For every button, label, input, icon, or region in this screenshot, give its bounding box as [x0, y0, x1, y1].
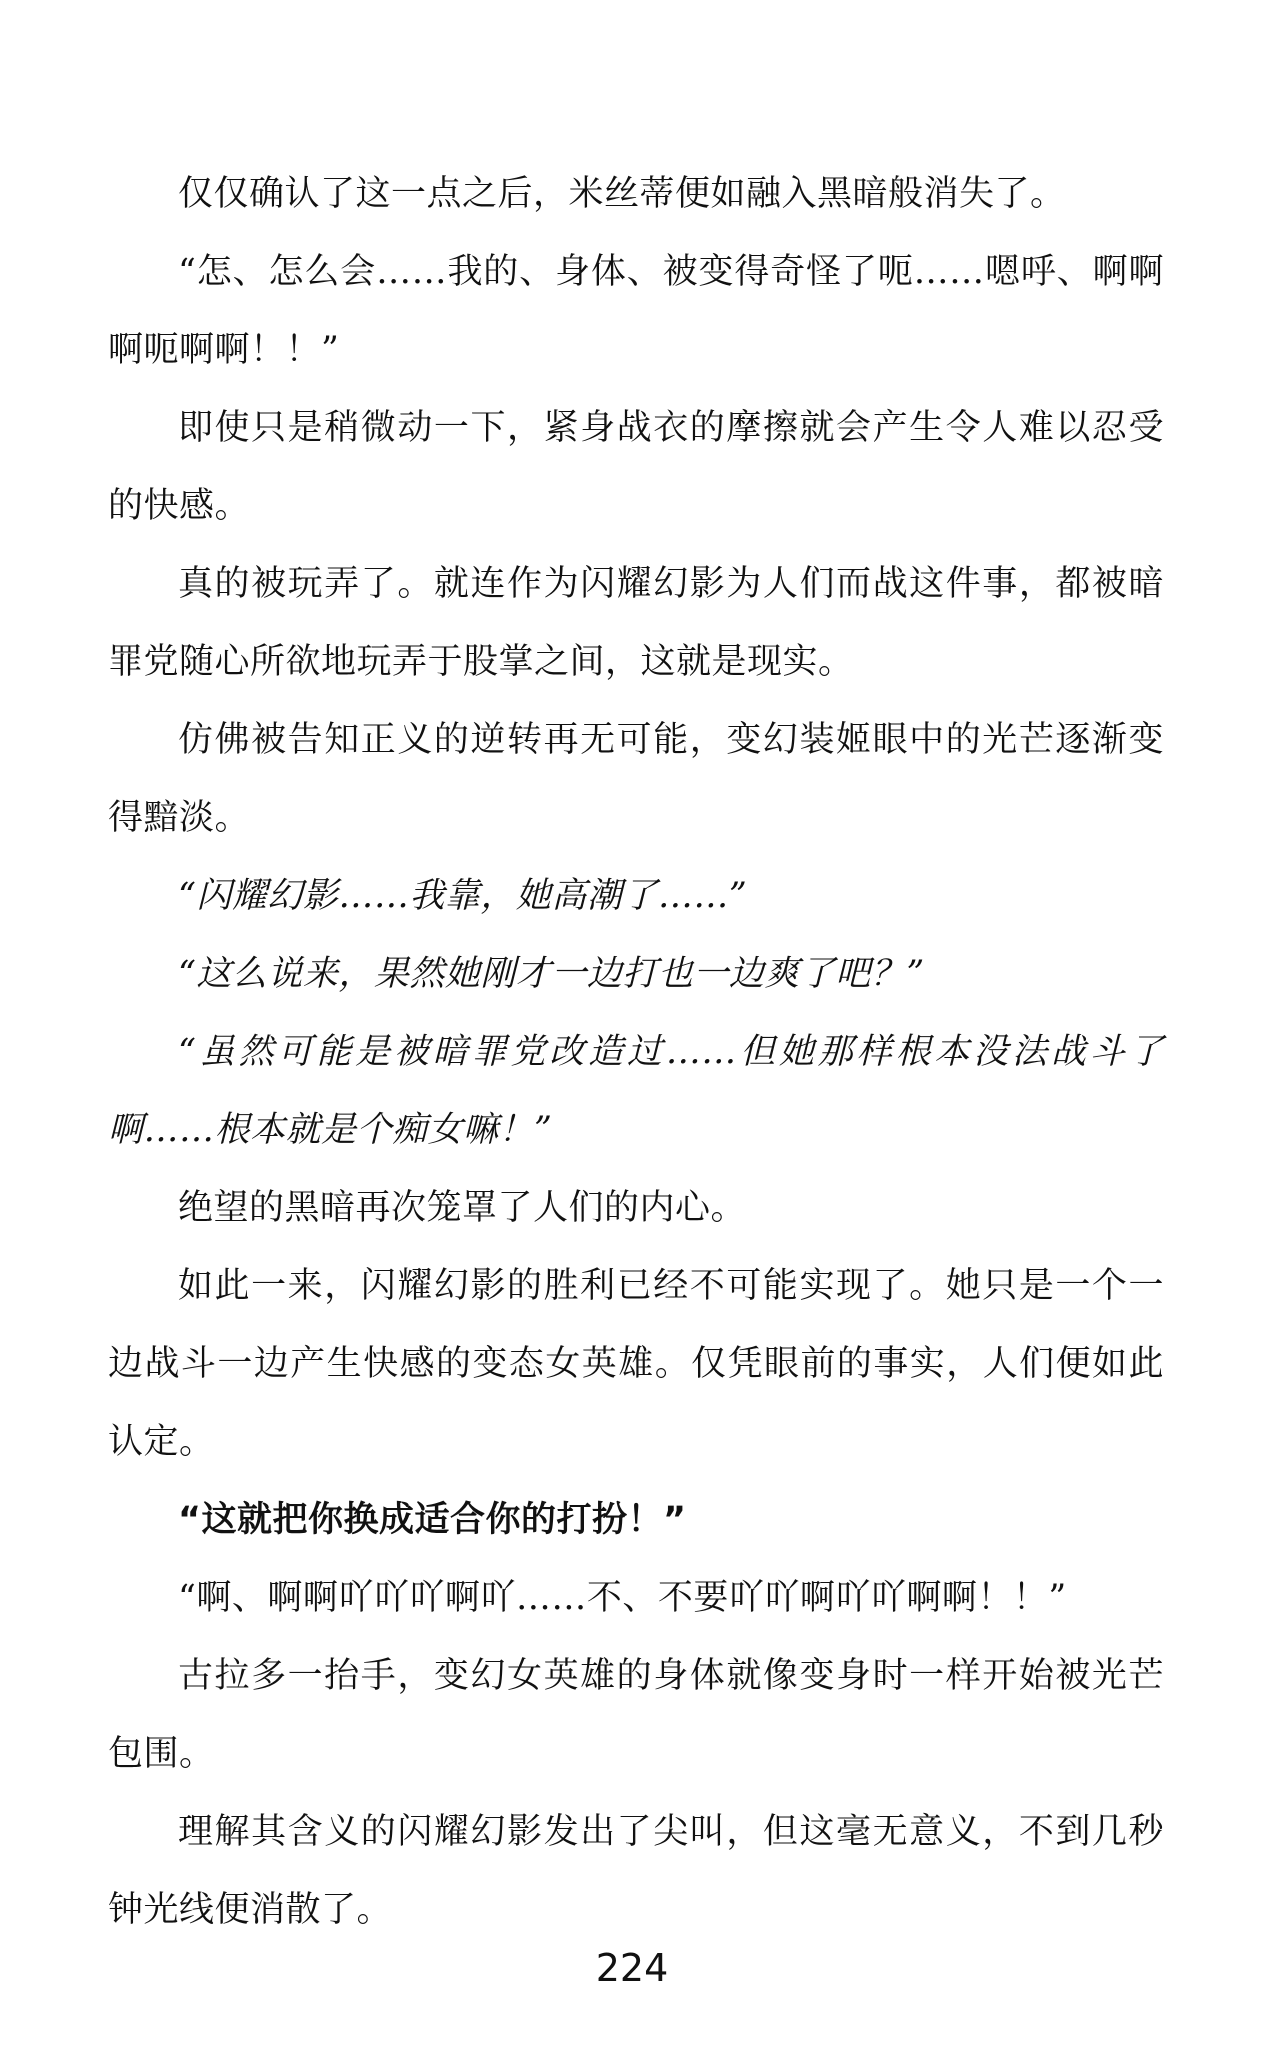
paragraph-narration: 仅仅确认了这一点之后，米丝蒂便如融入黑暗般消失了。	[178, 174, 1066, 214]
paragraph-dialogue: “怎、怎么会……我的、身体、被变得奇怪了呃……嗯呼、啊啊啊呃啊啊！！”	[108, 252, 1164, 370]
paragraph-narration: 真的被玩弄了。就连作为闪耀幻影为人们而战这件事，都被暗罪党随心所欲地玩弄于股掌之间，这就是现实。	[108, 564, 1164, 682]
paragraph-dialogue: “啊、啊啊吖吖吖啊吖……不、不要吖吖啊吖吖啊啊！！”	[178, 1578, 1067, 1618]
paragraph-narration: 仿佛被告知正义的逆转再无可能，变幻装姬眼中的光芒逐渐变得黯淡。	[108, 720, 1164, 838]
paragraph-narration: 即使只是稍微动一下，紧身战衣的摩擦就会产生令人难以忍受的快感。	[108, 408, 1164, 526]
text-body	[108, 155, 1164, 1949]
paragraph-crowd-dialogue: “闪耀幻影……我靠，她高潮了……”	[178, 876, 748, 916]
paragraph-narration: 理解其含义的闪耀幻影发出了尖叫，但这毫无意义，不到几秒钟光线便消散了。	[108, 1812, 1164, 1930]
page-number: 224	[595, 1946, 669, 1990]
paragraph-narration: 古拉多一抬手，变幻女英雄的身体就像变身时一样开始被光芒包围。	[108, 1656, 1164, 1774]
paragraph-villain-dialogue: “这就把你换成适合你的打扮！”	[178, 1500, 687, 1540]
paragraph-narration: 如此一来，闪耀幻影的胜利已经不可能实现了。她只是一个一边战斗一边产生快感的变态女英雄。仅凭眼前的事实，人们便如此认定。	[108, 1266, 1164, 1462]
paragraph-crowd-dialogue: “这么说来，果然她刚才一边打也一边爽了吧？”	[178, 954, 925, 994]
paragraph-crowd-dialogue: “虽然可能是被暗罪党改造过……但她那样根本没法战斗了啊……根本就是个痴女嘛！”	[108, 1032, 1164, 1150]
paragraph-narration: 绝望的黑暗再次笼罩了人们的内心。	[178, 1188, 747, 1228]
